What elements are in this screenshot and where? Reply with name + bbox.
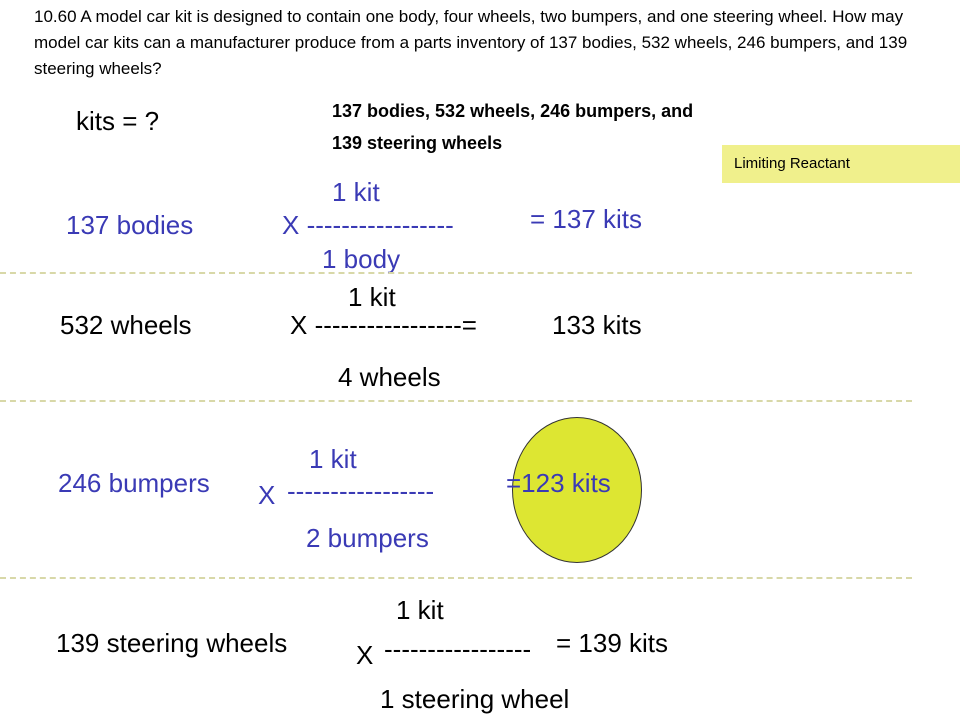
- problem-statement: 10.60 A model car kit is designed to contain one body, four wheels, two bumpers, and one steering wheel. How may model car kits can a manufacturer produce from a parts inventory of 137 bodies, 532 wheels, 246 bumpers, and 139 steering wheels?: [34, 7, 908, 78]
- inventory-line-2: 139 steering wheels: [332, 133, 503, 153]
- row-denominator: 4 wheels: [338, 362, 441, 392]
- row-fraction-bar: X -----------------: [282, 210, 454, 240]
- limiting-reactant-note: [722, 145, 960, 183]
- row-fraction-bar: -----------------: [384, 634, 532, 664]
- divider: [0, 400, 912, 402]
- row-denominator: 1 steering wheel: [380, 684, 570, 714]
- row-quantity: 532 wheels: [60, 310, 192, 340]
- row-fraction-bar: X -----------------=: [290, 310, 477, 340]
- row-numerator: 1 kit: [309, 444, 357, 474]
- row-numerator: 1 kit: [332, 177, 380, 207]
- kits-unknown-label: kits = ?: [76, 106, 160, 136]
- limiting-reactant-label: Limiting Reactant: [734, 155, 850, 172]
- inventory-line-1: 137 bodies, 532 wheels, 246 bumpers, and: [332, 101, 694, 121]
- row-times: X: [258, 480, 276, 510]
- row-numerator: 1 kit: [348, 282, 396, 312]
- row-denominator: 1 body: [322, 244, 401, 274]
- row-result: = 137 kits: [530, 204, 643, 234]
- row-quantity: 137 bodies: [66, 210, 194, 240]
- row-result: = 139 kits: [556, 628, 669, 658]
- row-result: 133 kits: [552, 310, 642, 340]
- row-quantity: 139 steering wheels: [56, 628, 288, 658]
- divider: [0, 272, 912, 274]
- row-result: =123 kits: [506, 468, 611, 498]
- row-numerator: 1 kit: [396, 595, 444, 625]
- row-times: X: [356, 640, 374, 670]
- divider: [0, 577, 912, 579]
- row-quantity: 246 bumpers: [58, 468, 210, 498]
- row-denominator: 2 bumpers: [306, 523, 429, 553]
- row-fraction-bar: -----------------: [287, 476, 435, 506]
